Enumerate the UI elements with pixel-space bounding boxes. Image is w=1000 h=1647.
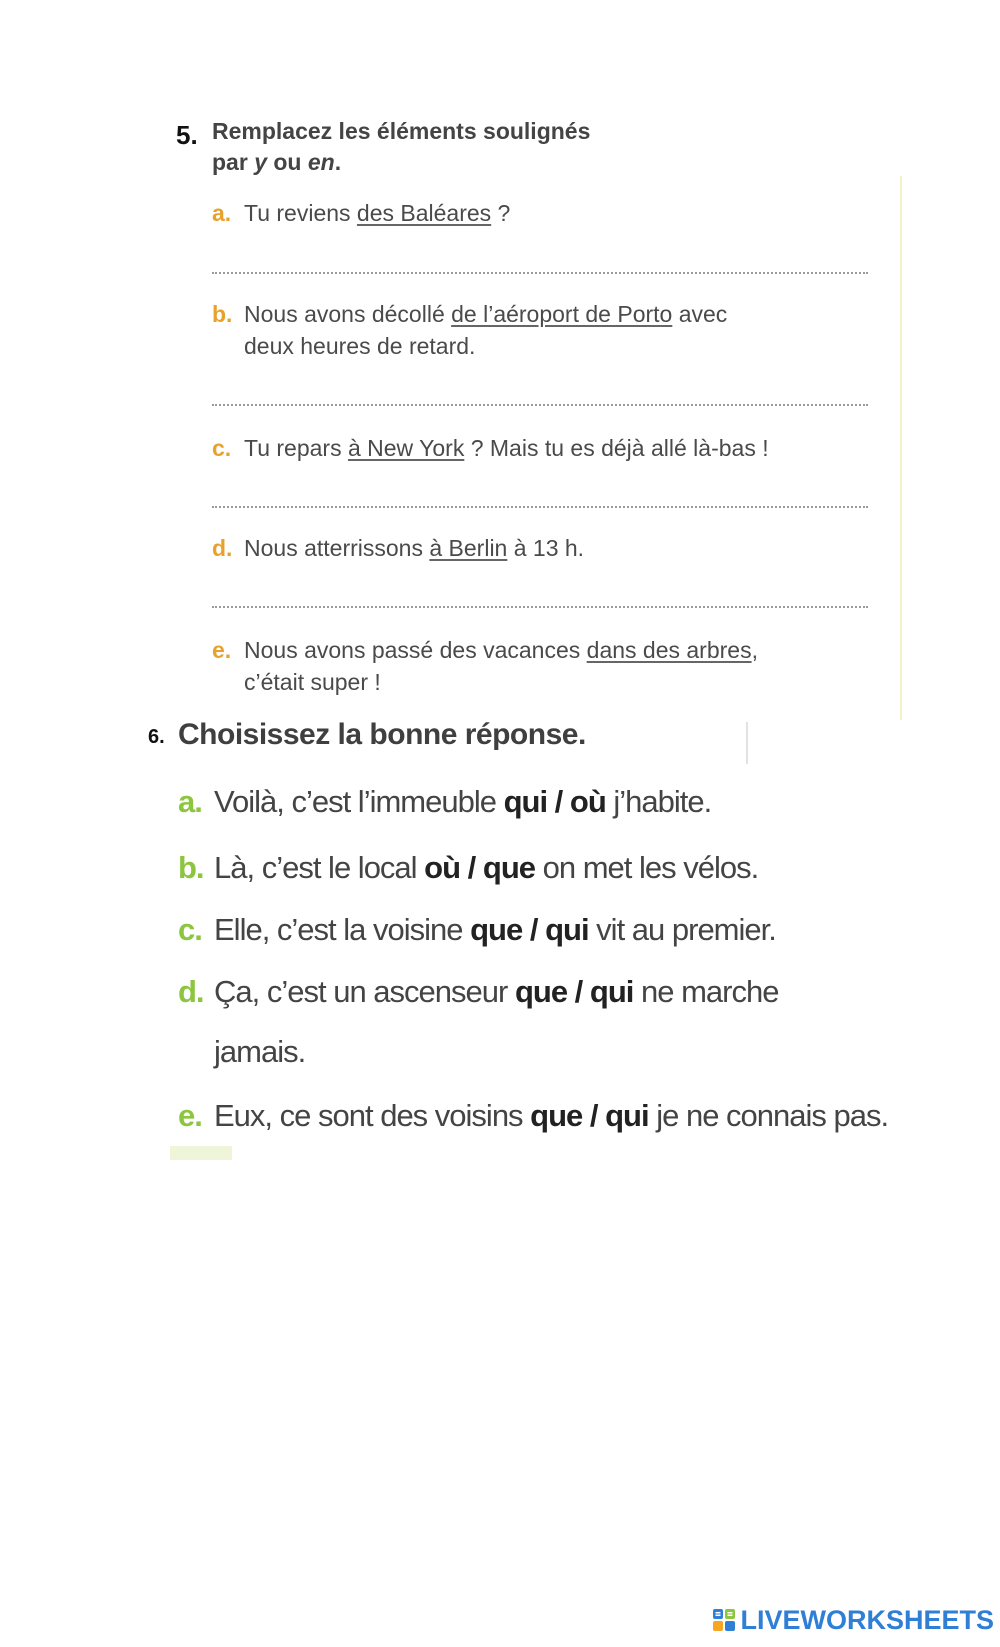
item-text: Eux, ce sont des voisins — [214, 1098, 531, 1133]
item-text: vit au premier. — [588, 912, 776, 947]
item-text: Elle, c’est la voisine — [214, 912, 471, 947]
exercise-5-item-e — [212, 634, 872, 698]
exercise-6-title: Choisissez la bonne réponse. — [178, 718, 586, 751]
answer-options[interactable]: que / qui — [530, 1098, 649, 1133]
item-text: Tu reviens — [244, 200, 357, 226]
underlined-element: à New York — [347, 435, 465, 461]
item-letter: e. — [212, 637, 232, 663]
exercise-6-item-a — [178, 782, 711, 822]
item-letter: b. — [178, 850, 204, 885]
answer-options[interactable]: qui / où — [503, 784, 606, 819]
item-letter: d. — [212, 535, 233, 561]
divider — [746, 722, 748, 764]
exercise-6-item-b — [178, 848, 758, 888]
item-text: ne marche — [633, 974, 779, 1009]
answer-line-a[interactable] — [212, 272, 868, 274]
underlined-element: des Baléares — [356, 200, 492, 226]
item-continuation: c’était super ! — [244, 669, 381, 695]
item-text: Tu repars — [244, 435, 348, 461]
item-text: ? — [491, 200, 511, 226]
instruction-text: . — [334, 149, 342, 175]
item-letter: d. — [178, 974, 204, 1009]
item-text: Ça, c’est un ascenseur — [214, 974, 515, 1009]
answer-line-c[interactable] — [212, 506, 868, 508]
underlined-element: de l’aéroport de Porto — [451, 301, 673, 327]
item-letter: a. — [178, 784, 202, 819]
item-text: Nous avons décollé — [244, 301, 452, 327]
item-text: je ne connais pas. — [648, 1098, 889, 1133]
item-continuation: deux heures de retard. — [244, 333, 476, 359]
exercise-5-item-a — [212, 197, 872, 229]
instruction-line-1: Remplacez les éléments soulignés — [212, 118, 591, 144]
instruction-text: ou — [266, 149, 308, 175]
liveworksheets-logo-icon — [712, 1608, 736, 1632]
liveworksheets-logo-text: LIVEWORKSHEETS — [740, 1604, 994, 1635]
item-text: Nous atterrissons — [244, 535, 430, 561]
answer-options[interactable]: que / qui — [470, 912, 589, 947]
item-text: ? Mais tu es déjà allé là-bas ! — [464, 435, 769, 461]
item-letter: e. — [178, 1098, 202, 1133]
answer-line-d[interactable] — [212, 606, 868, 608]
exercise-5-instruction — [212, 116, 692, 178]
item-text: avec — [672, 301, 728, 327]
answer-options[interactable]: que / qui — [514, 974, 634, 1009]
item-text: Là, c’est le local — [214, 850, 425, 885]
exercise-5-number: 5. — [176, 120, 198, 150]
item-letter: a. — [212, 200, 232, 226]
item-text: Voilà, c’est l’immeuble — [214, 784, 504, 819]
exercise-6-item-e — [178, 1096, 888, 1136]
item-text: , — [751, 637, 758, 663]
exercise-5-item-d — [212, 532, 872, 564]
instruction-y: y — [254, 149, 267, 175]
item-letter: b. — [212, 301, 233, 327]
answer-line-b[interactable] — [212, 404, 868, 406]
item-letter: c. — [212, 435, 232, 461]
instruction-line-2 — [212, 147, 692, 178]
underlined-element: dans des arbres — [586, 637, 752, 663]
instruction-text: par — [212, 149, 255, 175]
item-text: Nous avons passé des vacances — [244, 637, 587, 663]
exercise-6-item-c — [178, 910, 776, 950]
instruction-en: en — [307, 149, 335, 175]
exercise-6-number: 6. — [148, 726, 165, 748]
item-text: à 13 h. — [507, 535, 585, 561]
exercise-5-item-c — [212, 432, 872, 464]
item-text: on met les vélos. — [535, 850, 759, 885]
exercise-5-item-b — [212, 298, 872, 362]
liveworksheets-logo — [712, 1605, 994, 1635]
underlined-element: à Berlin — [429, 535, 508, 561]
item-continuation: jamais. — [214, 1034, 306, 1069]
answer-options[interactable]: où / que — [424, 850, 535, 885]
item-letter: c. — [178, 912, 202, 947]
decorative-bar — [170, 1146, 232, 1160]
exercise-6-item-d — [178, 972, 778, 1072]
item-text: j’habite. — [605, 784, 712, 819]
